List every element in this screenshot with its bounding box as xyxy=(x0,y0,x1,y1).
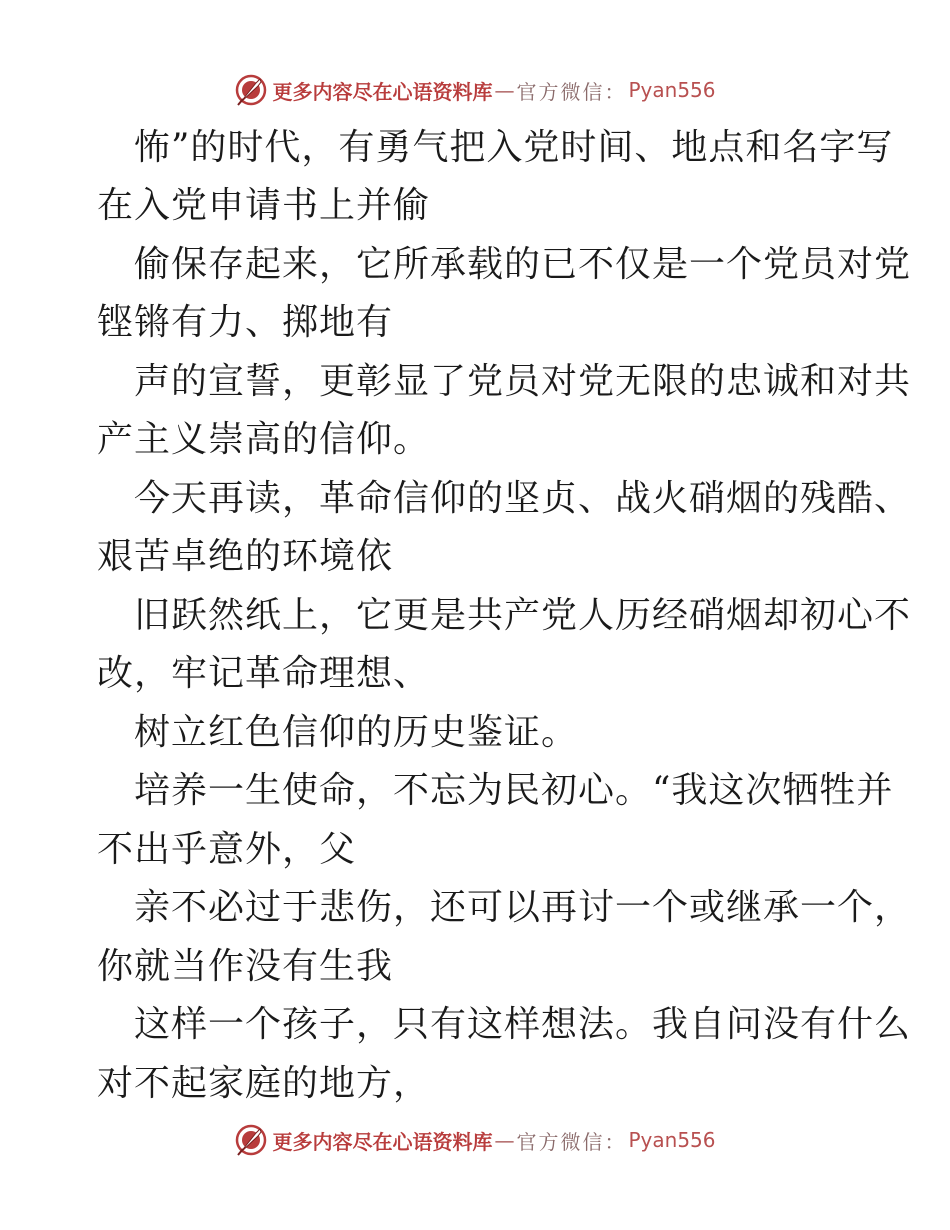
body-line: 偷保存起来，它所承载的已不仅是一个党员对党 xyxy=(134,244,912,285)
body-line: 声的宣誓，更彰显了党员对党无限的忠诚和对共 xyxy=(134,361,912,402)
header-wechat-id: Pyan556 xyxy=(628,78,716,102)
body-line: 对不起家庭的地方， xyxy=(97,1063,431,1104)
header-separator: — xyxy=(494,78,515,102)
body-line: 艰苦卓绝的环境依 xyxy=(97,536,394,577)
header-wechat-label: 官方微信： xyxy=(516,79,627,104)
body-line: 怖”的时代，有勇气把入党时间、地点和名字写 xyxy=(134,127,894,168)
header-brand-text: 更多内容尽在心语资料库 xyxy=(272,79,493,104)
footer-wechat-id: Pyan556 xyxy=(628,1128,716,1152)
body-line: 不出乎意外，父 xyxy=(97,829,357,870)
body-line: 铿锵有力、掷地有 xyxy=(97,302,394,343)
quill-pen-logo-icon xyxy=(234,1123,268,1157)
body-line: 旧跃然纸上，它更是共产党人历经硝烟却初心不 xyxy=(134,595,912,636)
body-line: 产主义崇高的信仰。 xyxy=(97,419,431,460)
body-line: 在入党申请书上并偷 xyxy=(97,185,431,226)
footer-separator: — xyxy=(494,1128,515,1152)
body-line: 你就当作没有生我 xyxy=(97,946,394,987)
footer-brand-text: 更多内容尽在心语资料库 xyxy=(272,1129,493,1154)
body-line: 培养一生使命，不忘为民初心。“我这次牺牲并 xyxy=(134,770,894,811)
footer-wechat-label: 官方微信： xyxy=(516,1129,627,1154)
footer-banner xyxy=(0,1120,950,1160)
body-line: 今天再读，革命信仰的坚贞、战火硝烟的残酷、 xyxy=(134,478,912,519)
body-line: 这样一个孩子，只有这样想法。我自问没有什么 xyxy=(134,1004,912,1045)
body-line: 树立红色信仰的历史鉴证。 xyxy=(134,712,579,753)
body-line: 亲不必过于悲伤，还可以再讨一个或继承一个， xyxy=(134,887,912,928)
body-line: 改，牢记革命理想、 xyxy=(97,653,431,694)
